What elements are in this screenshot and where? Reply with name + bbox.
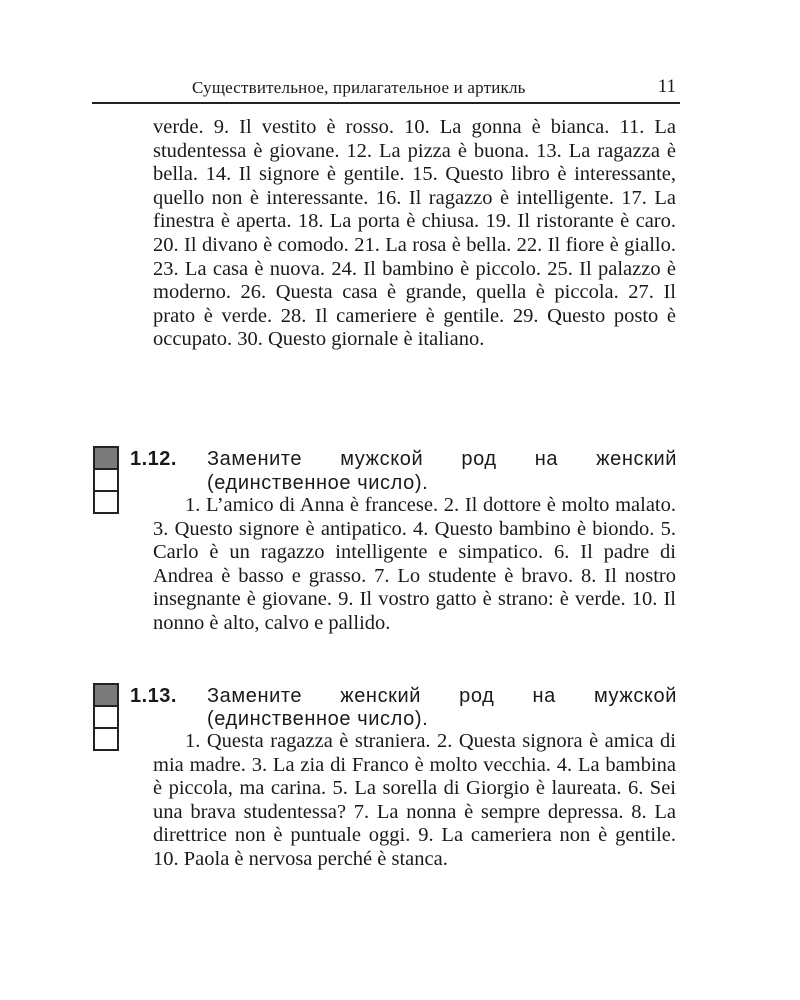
checkbox-empty [93,706,119,729]
running-header [92,74,680,104]
checkbox-empty [93,491,119,514]
exercise-subtitle: (единственное число). [207,708,429,730]
checkbox-empty [93,728,119,751]
exercise-title: Замените мужской род на женский [207,448,677,470]
header-title: Существительное, прилагательное и артикль [192,78,526,97]
exercise-title: Замените женский род на мужской [207,685,677,707]
checkbox-empty [93,469,119,492]
exercise-checkboxes-1-13 [93,683,117,751]
exercise-checkboxes-1-12 [93,446,117,514]
exercise-text: 1. L’amico di Anna è francese. 2. Il dottore è molto malato. 3. Questo signore è antipatico. 4. Questo bambino è biondo. 5. Carlo è un ragazzo intelligente e simpatico. 6. Il padre di Andrea è basso e grasso. 7. Lo studente è bravo. 8. Il nostro insegnante è giovane. 9. Il vostro gatto è strano: è verde. 10. Il nonno è alto, calvo e pallido. [153,494,676,634]
checkbox-filled [93,683,119,707]
exercise-number: 1.13. [130,685,177,707]
checkbox-filled [93,446,119,470]
continuation-paragraph: verde. 9. Il vestito è rosso. 10. La gonna è bianca. 11. La studentessa è giovane. 12. La pizza è buona. 13. La ragazza è bella. 14. Il signore è gentile. 15. Questo libro è interessante, quello non è interessante. 16. Il ragazzo è intelligente. 17. La finestra è aperta. 18. La porta è chiusa. 19. Il ristorante è caro. 20. Il divano è comodo. 21. La rosa è bella. 22. Il fiore è giallo. 23. La casa è nuova. 24. Il bambino è piccolo. 25. Il palazzo è moderno. 26. Questa casa è grande, quella è piccola. 27. Il prato è verde. 28. Il cameriere è gentile. 29. Questo posto è occupato. 30. Questo giornale è italiano. [153,116,676,351]
exercise-subtitle: (единственное число). [207,472,429,494]
exercise-text: 1. Questa ragazza è straniera. 2. Questa signora è amica di mia madre. 3. La zia di Franco è molto vecchia. 4. La bambina è piccola, ma carina. 5. La sorella di Giorgio è laureata. 6. Sei una brava studentessa? 7. La nonna è sempre depressa. 8. La direttrice non è puntuale oggi. 9. La cameriera non è gentile. 10. Paola è nervosa perché è stanca. [153,730,676,870]
exercise-number: 1.12. [130,448,177,470]
page-number: 11 [657,76,676,97]
